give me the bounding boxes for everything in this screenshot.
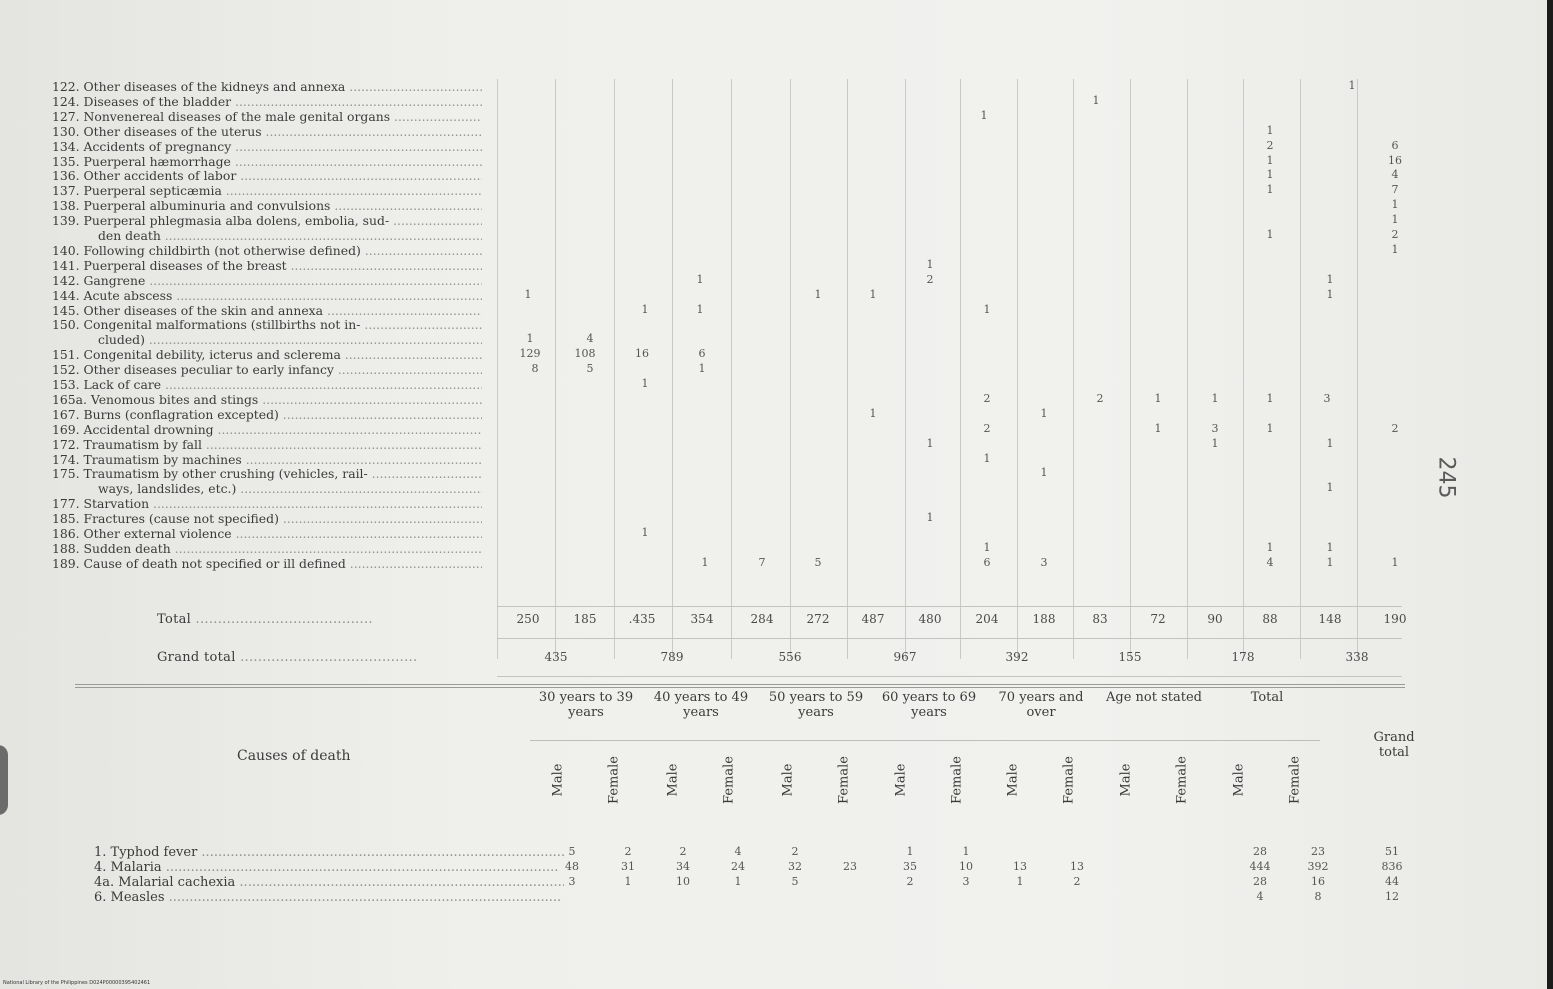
total-row xyxy=(52,612,1462,630)
table-cell: 3 xyxy=(1323,391,1331,405)
table-cell: 1 xyxy=(701,555,709,569)
table-cell: 392 xyxy=(1307,860,1329,873)
table-cell: 5 xyxy=(791,875,799,888)
table-row xyxy=(52,154,1412,168)
table-cell: 1 xyxy=(983,451,991,465)
grand-total-value: 435 xyxy=(544,650,568,664)
footer-credit: National Library of the Philippines D024P00000395402461 xyxy=(3,980,151,986)
table-cell: 48 xyxy=(565,860,579,873)
table-cell: 16 xyxy=(1311,875,1325,888)
cause-label: 177. Starvation ..... xyxy=(52,496,482,511)
table-cell: 1 xyxy=(526,332,534,346)
table-row xyxy=(52,94,1412,108)
table-row xyxy=(52,317,1412,331)
table-cell: 16 xyxy=(1388,153,1402,167)
total-value: 88 xyxy=(1262,612,1278,626)
cause-label: 153. Lack of care ..... xyxy=(52,377,482,392)
table-cell: 3 xyxy=(1040,555,1048,569)
cause-label: 169. Accidental drowning ..... xyxy=(52,422,482,437)
cause-label: 140. Following childbirth (not otherwise defined) ..... xyxy=(52,243,482,258)
table-row xyxy=(52,124,1412,138)
table-cell: 1 xyxy=(869,406,877,420)
table-cell: 1 xyxy=(1326,481,1334,495)
cause-label: 141. Puerperal diseases of the breast ..... xyxy=(52,258,482,273)
table-cell: 1 xyxy=(624,875,632,888)
table-cell: 1 xyxy=(1266,228,1274,241)
table-cell: 5 xyxy=(814,555,822,569)
subheader-text: Female xyxy=(721,756,737,804)
total-label: Total ..... xyxy=(157,612,373,627)
table-cell: 4 xyxy=(1256,890,1264,903)
male-subheader xyxy=(645,750,701,810)
male-subheader xyxy=(760,750,816,810)
subheader-text: Male xyxy=(1118,763,1134,797)
age-group-header: Age not stated xyxy=(1106,690,1202,705)
table-cell: 32 xyxy=(788,860,802,873)
cause-label: den death ..... xyxy=(52,228,482,243)
table-cell: 1 xyxy=(1266,421,1274,435)
table-cell: 4 xyxy=(1391,168,1399,182)
table-cell: 836 xyxy=(1381,860,1403,873)
table-cell: 2 xyxy=(1073,875,1081,888)
table-row xyxy=(52,258,1412,272)
table-cell: 1 xyxy=(906,845,914,858)
cause-label: 188. Sudden death ..... xyxy=(52,541,482,556)
total-value: 250 xyxy=(516,612,540,626)
grand-total-value: 967 xyxy=(893,650,917,664)
cause-label: 165a. Venomous bites and stings ..... xyxy=(52,392,482,407)
table-cell: 1 xyxy=(814,287,822,301)
table-cell: 2 xyxy=(906,875,914,888)
table-cell: 1 xyxy=(1326,555,1334,569)
subheader-text: Female xyxy=(1287,756,1303,804)
table-row xyxy=(52,556,1412,570)
table-cell: 23 xyxy=(1311,845,1325,858)
table-cell: 2 xyxy=(1096,391,1104,405)
cause-label: 137. Puerperal septicæmia ..... xyxy=(52,183,482,198)
female-subheader xyxy=(701,750,757,810)
table-cell: 1 xyxy=(1391,555,1399,569)
subheader-text: Male xyxy=(550,763,566,797)
table-cell: 444 xyxy=(1249,860,1271,873)
table-rule xyxy=(497,638,1402,639)
cause-label: cluded) ..... xyxy=(52,332,482,347)
cause-label: 175. Traumatism by other crushing (vehicles, rail- ..... xyxy=(52,466,482,481)
total-value: 272 xyxy=(806,612,830,626)
age-group-header: 70 years and over xyxy=(998,690,1084,720)
table-cell: 1 xyxy=(1154,421,1162,435)
table-cell: 1 xyxy=(926,257,934,271)
table-row xyxy=(52,109,1412,123)
table-row xyxy=(52,213,1412,227)
male-subheader xyxy=(530,750,586,810)
female-subheader xyxy=(929,750,985,810)
table-cell: 4 xyxy=(586,332,594,346)
table-cell: 6 xyxy=(1391,138,1399,152)
table-cell: 1 xyxy=(1040,466,1048,480)
table-cell: 1 xyxy=(1266,153,1274,167)
table-row xyxy=(52,288,1412,302)
total-value: 83 xyxy=(1092,612,1108,626)
table-cell: 10 xyxy=(676,875,690,888)
table-cell: 1 xyxy=(1266,123,1274,137)
male-subheader xyxy=(1098,750,1154,810)
cause-label: ways, landslides, etc.) ..... xyxy=(52,481,482,496)
cause-label: 138. Puerperal albuminuria and convulsions ..... xyxy=(52,198,482,213)
grand-total-row xyxy=(52,650,1462,668)
table-row xyxy=(52,422,1412,436)
table-cell: 1 xyxy=(962,845,970,858)
table-cell: 8 xyxy=(1314,890,1322,903)
subheader-text: Female xyxy=(606,756,622,804)
cause-label: 189. Cause of death not specified or ill defined ..... xyxy=(52,556,482,571)
table-cell: 13 xyxy=(1070,860,1084,873)
table-cell: 1 xyxy=(983,302,991,316)
grand-total-value: 789 xyxy=(660,650,684,664)
table-cell: 16 xyxy=(635,347,649,361)
table-cell: 1 xyxy=(1348,79,1356,92)
table-row xyxy=(52,183,1412,197)
table-cell: 6 xyxy=(698,347,706,361)
table-row xyxy=(52,481,1412,495)
cause-label: 152. Other diseases peculiar to early infancy ..... xyxy=(52,362,482,377)
table-cell: 1 xyxy=(926,511,934,525)
header-rule xyxy=(530,740,1320,741)
table-cell: 1 xyxy=(524,287,532,301)
table-cell: 2 xyxy=(983,391,991,405)
table-cell: 4 xyxy=(1266,555,1274,569)
grand-total-header: Grand total xyxy=(1373,730,1415,760)
table-cell: 108 xyxy=(574,347,596,361)
subheader-text: Male xyxy=(665,763,681,797)
cause-label: 135. Puerperal hæmorrhage ..... xyxy=(52,154,482,169)
table-cell: 129 xyxy=(519,347,541,361)
age-group-header: 60 years to 69 years xyxy=(881,690,977,720)
table-row xyxy=(52,79,1412,93)
cause-label: 144. Acute abscess ..... xyxy=(52,288,482,303)
table-row xyxy=(52,496,1412,510)
table-row xyxy=(52,362,1412,376)
table-row xyxy=(52,273,1412,287)
table-row xyxy=(52,845,1412,859)
subheader-text: Male xyxy=(1231,763,1247,797)
table-row xyxy=(52,198,1412,212)
cause-label: 4a. Malarial cachexia ..... xyxy=(94,875,564,890)
subheader-text: Female xyxy=(949,756,965,804)
cause-label: 136. Other accidents of labor ..... xyxy=(52,168,482,183)
table-cell: 28 xyxy=(1253,875,1267,888)
cause-label: 1. Typhod fever ..... xyxy=(94,845,564,860)
table-cell: 28 xyxy=(1253,845,1267,858)
table-cell: 34 xyxy=(676,860,690,873)
total-value: 90 xyxy=(1207,612,1223,626)
table-row xyxy=(52,466,1412,480)
female-subheader xyxy=(1267,750,1323,810)
cause-label: 167. Burns (conflagration excepted) ..... xyxy=(52,407,482,422)
table-row xyxy=(52,541,1412,555)
cause-label: 185. Fractures (cause not specified) ..... xyxy=(52,511,482,526)
table-cell: 1 xyxy=(698,362,706,376)
grand-total-value: 178 xyxy=(1231,650,1255,664)
table-cell: 1 xyxy=(1154,391,1162,405)
table-row xyxy=(52,860,1412,874)
cause-label: 124. Diseases of the bladder ..... xyxy=(52,94,482,109)
table-cell: 1 xyxy=(1326,436,1334,450)
table-cell: 31 xyxy=(621,860,635,873)
table-cell: 5 xyxy=(586,362,594,376)
table-cell: 3 xyxy=(1211,421,1219,435)
table-cell: 5 xyxy=(568,845,576,858)
table-row xyxy=(52,139,1412,153)
table-cell: 7 xyxy=(1391,183,1399,197)
table-cell: 1 xyxy=(1040,406,1048,420)
table-cell: 1 xyxy=(1391,213,1399,227)
cause-label: 142. Gangrene ..... xyxy=(52,273,482,288)
table-row xyxy=(52,168,1412,182)
table-row xyxy=(52,511,1412,525)
male-subheader xyxy=(873,750,929,810)
subheader-text: Male xyxy=(1005,763,1021,797)
table-cell: 2 xyxy=(791,845,799,858)
table-row xyxy=(52,392,1412,406)
table-cell: 1 xyxy=(1326,287,1334,301)
table-cell: 1 xyxy=(1266,540,1274,554)
table-cell: 23 xyxy=(843,860,857,873)
table-cell: 1 xyxy=(980,108,988,122)
table-cell: 1 xyxy=(734,875,742,888)
age-group-header: Total xyxy=(1250,690,1284,705)
table-cell: 3 xyxy=(568,875,576,888)
table-cell: 1 xyxy=(869,287,877,301)
total-value: 354 xyxy=(690,612,714,626)
age-group-header: 40 years to 49 years xyxy=(653,690,749,720)
table-cell: 1 xyxy=(1266,168,1274,182)
total-value: 284 xyxy=(750,612,774,626)
age-group-header: 50 years to 59 years xyxy=(768,690,864,720)
page-number: 245 xyxy=(1433,456,1459,499)
table-row xyxy=(52,875,1412,889)
table-cell: 2 xyxy=(1391,228,1399,241)
table-cell: 1 xyxy=(696,302,704,316)
total-value: 148 xyxy=(1318,612,1342,626)
table-cell: 2 xyxy=(1391,421,1399,435)
causes-of-death-header: Causes of death xyxy=(237,748,351,764)
table-cell: 12 xyxy=(1385,890,1399,903)
cause-label: 174. Traumatism by machines ..... xyxy=(52,452,482,467)
table-cell: 1 xyxy=(1211,436,1219,450)
table-cell: 6 xyxy=(983,555,991,569)
grand-total-value: 155 xyxy=(1118,650,1142,664)
table-cell: 1 xyxy=(1391,242,1399,256)
table-cell: 1 xyxy=(983,540,991,554)
table-cell: 2 xyxy=(983,421,991,435)
table-cell: 4 xyxy=(734,845,742,858)
table-cell: 1 xyxy=(641,377,649,390)
total-value: 185 xyxy=(573,612,597,626)
table-row xyxy=(52,407,1412,421)
table-rule xyxy=(497,606,1402,607)
female-subheader xyxy=(586,750,642,810)
table-row xyxy=(52,332,1412,346)
table-cell: 1 xyxy=(1391,198,1399,212)
total-value: 487 xyxy=(861,612,885,626)
grand-total-value: 338 xyxy=(1345,650,1369,664)
female-subheader xyxy=(1041,750,1097,810)
male-subheader xyxy=(1211,750,1267,810)
divider-line-2 xyxy=(75,687,1405,688)
total-value: 204 xyxy=(975,612,999,626)
table-cell: 51 xyxy=(1385,845,1399,858)
table-row xyxy=(52,243,1412,257)
table-row xyxy=(52,347,1412,361)
subheader-text: Female xyxy=(836,756,852,804)
cause-label: 130. Other diseases of the uterus ..... xyxy=(52,124,482,139)
grand-total-value: 392 xyxy=(1005,650,1029,664)
table-cell: 1 xyxy=(1266,391,1274,405)
thumb-shadow xyxy=(0,745,8,815)
table-cell: 1 xyxy=(1016,875,1024,888)
cause-label: 134. Accidents of pregnancy ..... xyxy=(52,139,482,154)
table-row xyxy=(52,526,1412,540)
table-row xyxy=(52,303,1412,317)
table-cell: 1 xyxy=(1326,272,1334,286)
female-subheader xyxy=(1154,750,1210,810)
table-cell: 1 xyxy=(926,436,934,450)
total-value: 190 xyxy=(1383,612,1407,626)
cause-label: 122. Other diseases of the kidneys and annexa ..... xyxy=(52,79,482,94)
table-row xyxy=(52,890,1412,904)
table-cell: 44 xyxy=(1385,875,1399,888)
cause-label: 139. Puerperal phlegmasia alba dolens, embolia, sud- ..... xyxy=(52,213,482,228)
subheader-text: Male xyxy=(893,763,909,797)
table-row xyxy=(52,452,1412,466)
table-cell: 10 xyxy=(959,860,973,873)
subheader-text: Male xyxy=(780,763,796,797)
total-value: 72 xyxy=(1150,612,1166,626)
table-row xyxy=(52,228,1412,242)
age-group-header: 30 years to 39 years xyxy=(538,690,634,720)
cause-label: 127. Nonvenereal diseases of the male genital organs ..... xyxy=(52,109,482,124)
cause-label: 150. Congenital malformations (stillbirths not in- ..... xyxy=(52,317,482,332)
cause-label: 151. Congenital debility, icterus and sclerema ..... xyxy=(52,347,482,362)
table-row xyxy=(52,377,1412,391)
table-cell: 24 xyxy=(731,860,745,873)
table-cell: 2 xyxy=(1266,138,1274,152)
table-cell: 1 xyxy=(641,526,649,539)
table-cell: 1 xyxy=(1326,540,1334,554)
subheader-text: Female xyxy=(1174,756,1190,804)
table-cell: 2 xyxy=(926,272,934,286)
cause-label: 6. Measles ..... xyxy=(94,890,564,905)
table-cell: 35 xyxy=(903,860,917,873)
cause-label: 145. Other diseases of the skin and annexa ..... xyxy=(52,303,482,318)
table-cell: 2 xyxy=(679,845,687,858)
subheader-text: Female xyxy=(1061,756,1077,804)
male-subheader xyxy=(985,750,1041,810)
table-row xyxy=(52,437,1412,451)
table-cell: 13 xyxy=(1013,860,1027,873)
table-rule xyxy=(497,676,1402,677)
table-cell: 3 xyxy=(962,875,970,888)
cause-label: 186. Other external violence ..... xyxy=(52,526,482,541)
divider-line xyxy=(75,684,1405,685)
table-cell: 2 xyxy=(624,845,632,858)
grand-total-label: Grand total ..... xyxy=(157,650,417,665)
table-cell: 8 xyxy=(531,362,539,376)
cause-label: 4. Malaria ..... xyxy=(94,860,564,875)
female-subheader xyxy=(816,750,872,810)
cause-label: 172. Traumatism by fall ..... xyxy=(52,437,482,452)
lower-table-header xyxy=(52,690,1415,825)
table-cell: 7 xyxy=(758,555,766,569)
table-cell: 1 xyxy=(1266,183,1274,197)
grand-total-value: 556 xyxy=(778,650,802,664)
total-value: .435 xyxy=(628,612,656,626)
table-cell: 1 xyxy=(1092,93,1100,107)
page-edge xyxy=(1547,0,1553,989)
table-cell: 1 xyxy=(1211,391,1219,405)
total-value: 188 xyxy=(1032,612,1056,626)
total-value: 480 xyxy=(918,612,942,626)
table-cell: 1 xyxy=(696,272,704,286)
table-cell: 1 xyxy=(641,302,649,316)
